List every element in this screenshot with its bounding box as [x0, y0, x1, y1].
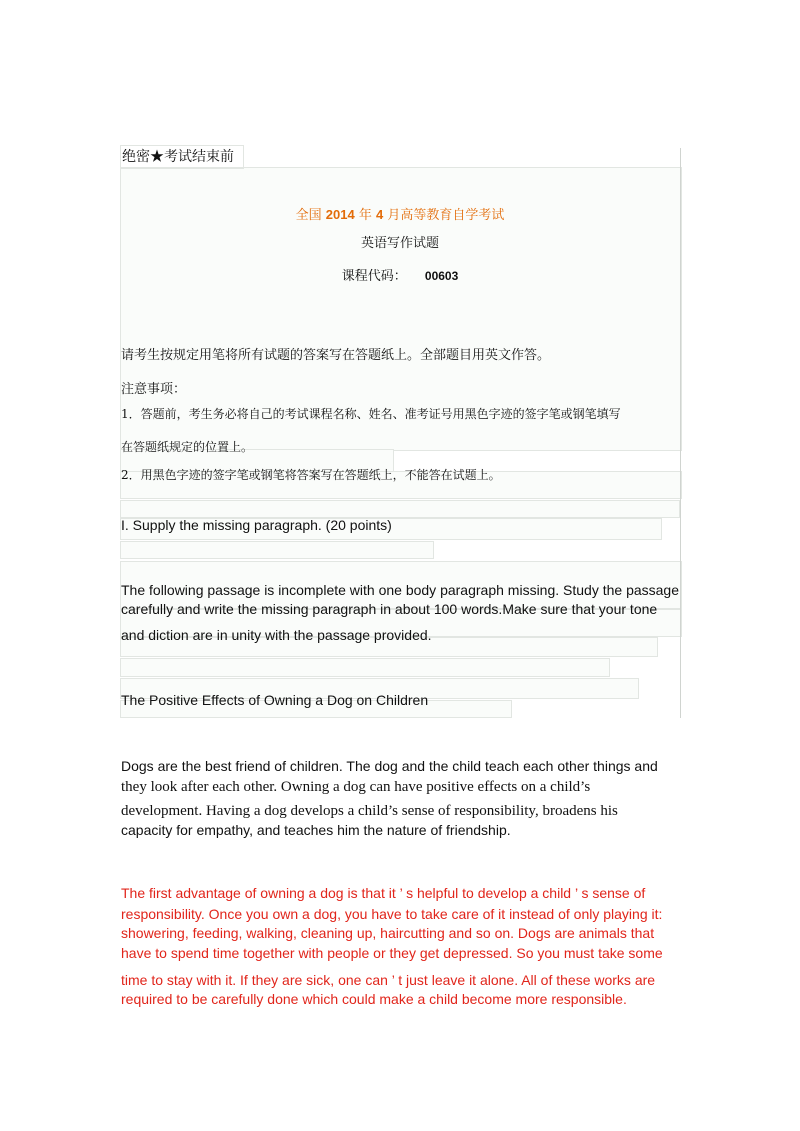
answer-line2: responsibility. Once you own a dog, you have to take care of it instead of only playing it:: [121, 906, 663, 922]
exam-year: 2014: [325, 207, 355, 222]
exam-month: 4: [375, 207, 384, 222]
exam-subject: 英语写作试题: [360, 236, 439, 251]
passage-title: The Positive Effects of Owning a Dog on Children: [121, 692, 429, 708]
course-code-line: [120, 265, 680, 284]
form-box-row: [120, 658, 610, 677]
section-heading: I. Supply the missing paragraph. (20 points): [121, 517, 392, 533]
form-box-row: [120, 541, 434, 559]
note2: 2．用黑色字迹的签字笔或钢笔将答案写在答题纸上，不能答在试题上。: [121, 468, 501, 482]
exam-title-prefix: 全国: [295, 208, 322, 223]
answer-line1: The first advantage of owning a dog is that it ’ s helpful to develop a child ’ s sense of: [121, 885, 646, 901]
exam-title-suffix: 月高等教育自学考试: [387, 208, 505, 223]
passage-p1-line3: development. Having a dog develops a child’s sense of responsibility, broadens his: [121, 803, 618, 819]
answer-line4: have to spend time together with people or they get depressed. So you must take some: [121, 945, 663, 961]
passage-p1-line1: Dogs are the best friend of children. The dog and the child teach each other things and: [121, 758, 658, 774]
answer-line5: time to stay with it. If they are sick, one can ’ t just leave it alone. All of these works are: [121, 972, 656, 988]
answer-line3: showering, feeding, walking, cleaning up, haircutting and so on. Dogs are animals that: [121, 925, 655, 941]
answer-line6: required to be carefully done which could make a child become more responsible.: [121, 991, 627, 1007]
section-instruction-line3: and diction are in unity with the passage provided.: [121, 627, 432, 643]
instructions-intro: 请考生按规定用笔将所有试题的答案写在答题纸上。全部题目用英文作答。: [121, 348, 551, 363]
note1-line1: 1．答题前，考生务必将自己的考试课程名称、姓名、准考证号用黑色字迹的签字笔或钢笔填写: [121, 407, 621, 421]
form-box-row: [120, 500, 680, 518]
passage-p1-line4: capacity for empathy, and teaches him the nature of friendship.: [121, 822, 511, 838]
exam-year-suffix: 年: [358, 208, 372, 223]
right-border-line: [680, 148, 681, 718]
exam-title: [120, 204, 680, 223]
section-instruction-line1: The following passage is incomplete with one body paragraph missing. Study the passage: [121, 582, 679, 598]
course-code-label: 课程代码：: [341, 269, 407, 284]
course-code-value: 00603: [424, 269, 459, 283]
note1-line2: 在答题纸规定的位置上。: [121, 440, 254, 454]
notes-title: 注意事项：: [121, 382, 187, 397]
passage-p1-line2: they look after each other. Owning a dog can have positive effects on a child’s: [121, 779, 591, 795]
confidential-label: 绝密★考试结束前: [122, 149, 234, 165]
section-instruction-line2: carefully and write the missing paragraph in about 100 words.Make sure that your tone: [121, 601, 658, 617]
